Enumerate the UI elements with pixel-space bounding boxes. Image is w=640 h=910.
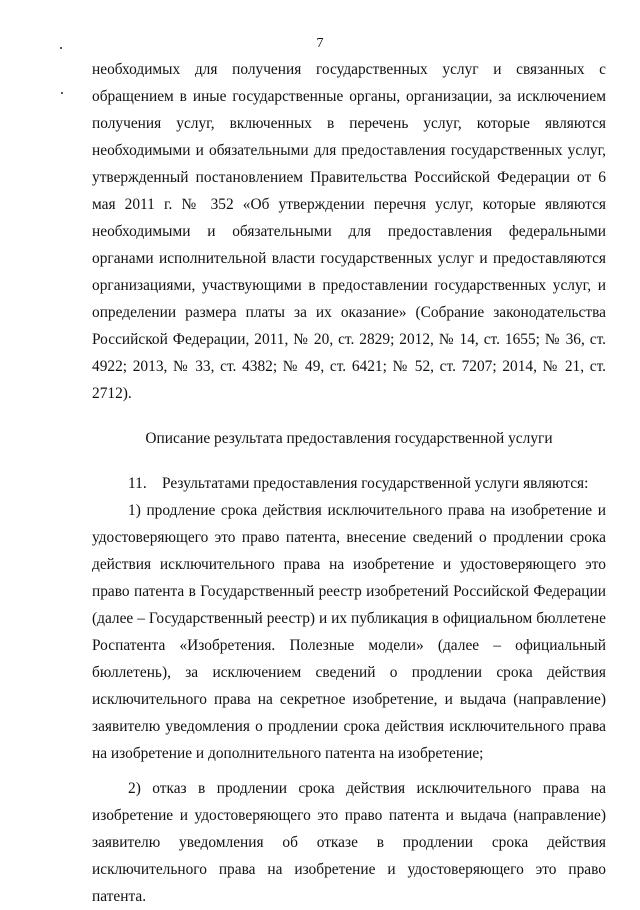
paragraph-continuation: необходимых для получения государственных услуг и связанных с обращением в иные государственные органы, организации, за исключением получения услуг, включенных в перечень услуг, которые являются необходимыми и обязательными для предоставления государственных услуг, утвержденный постановлением Правительства Российской Федерации от 6 мая 2011 г. № 352 «Об утверждении перечня услуг, которые являются необходимыми и обязательными для предоставления федеральными органами исполнительной власти государственных услуг и предоставляются организациями, участвующими в предоставлении государственных услуг, и определении размера платы за их оказание» (Собрание законодательства Российской Федерации, 2011, № 20, ст. 2829; 2012, № 14, ст. 1655; № 36, ст. 4922; 2013, № 33, ст. 4382; № 49, ст. 6421; № 52, ст. 7207; 2014, № 21, ст. 2712). — [92, 61, 606, 402]
paragraph-item-1: 1) продление срока действия исключительного права на изобретение и удостоверяющего это право патента, внесение сведений о продлении срока действия исключительного права на изобретение и удостоверяющего это право патента в Государственный реестр изобретений Российской Федерации (далее – Государственный реестр) и их публикация в официальном бюллетене Роспатента «Изобретения. Полезные модели» (далее – официальный бюллетень), за исключением сведений о продлении срока действия исключительного права на секретное изобретение, и выдача (направление) заявителю уведомления о продлении срока действия исключительного права на изобретение и дополнительного патента на изобретение; — [92, 502, 606, 762]
scan-mark — [61, 92, 63, 94]
paragraph-item-2: 2) отказ в продлении срока действия исключительного права на изобретение и удостоверяющего это право патента и выдача (направление) заявителю уведомления об отказе в продлении срока действия исключительного права на изобретение и удостоверяющего это право патента. — [92, 780, 606, 905]
paragraph-item-11: 11. Результатами предоставления государственной услуги являются: — [128, 475, 589, 492]
page-number: 7 — [316, 36, 324, 51]
section-heading: Описание результата предоставления государственной услуги — [145, 430, 553, 447]
document-body — [92, 56, 606, 910]
